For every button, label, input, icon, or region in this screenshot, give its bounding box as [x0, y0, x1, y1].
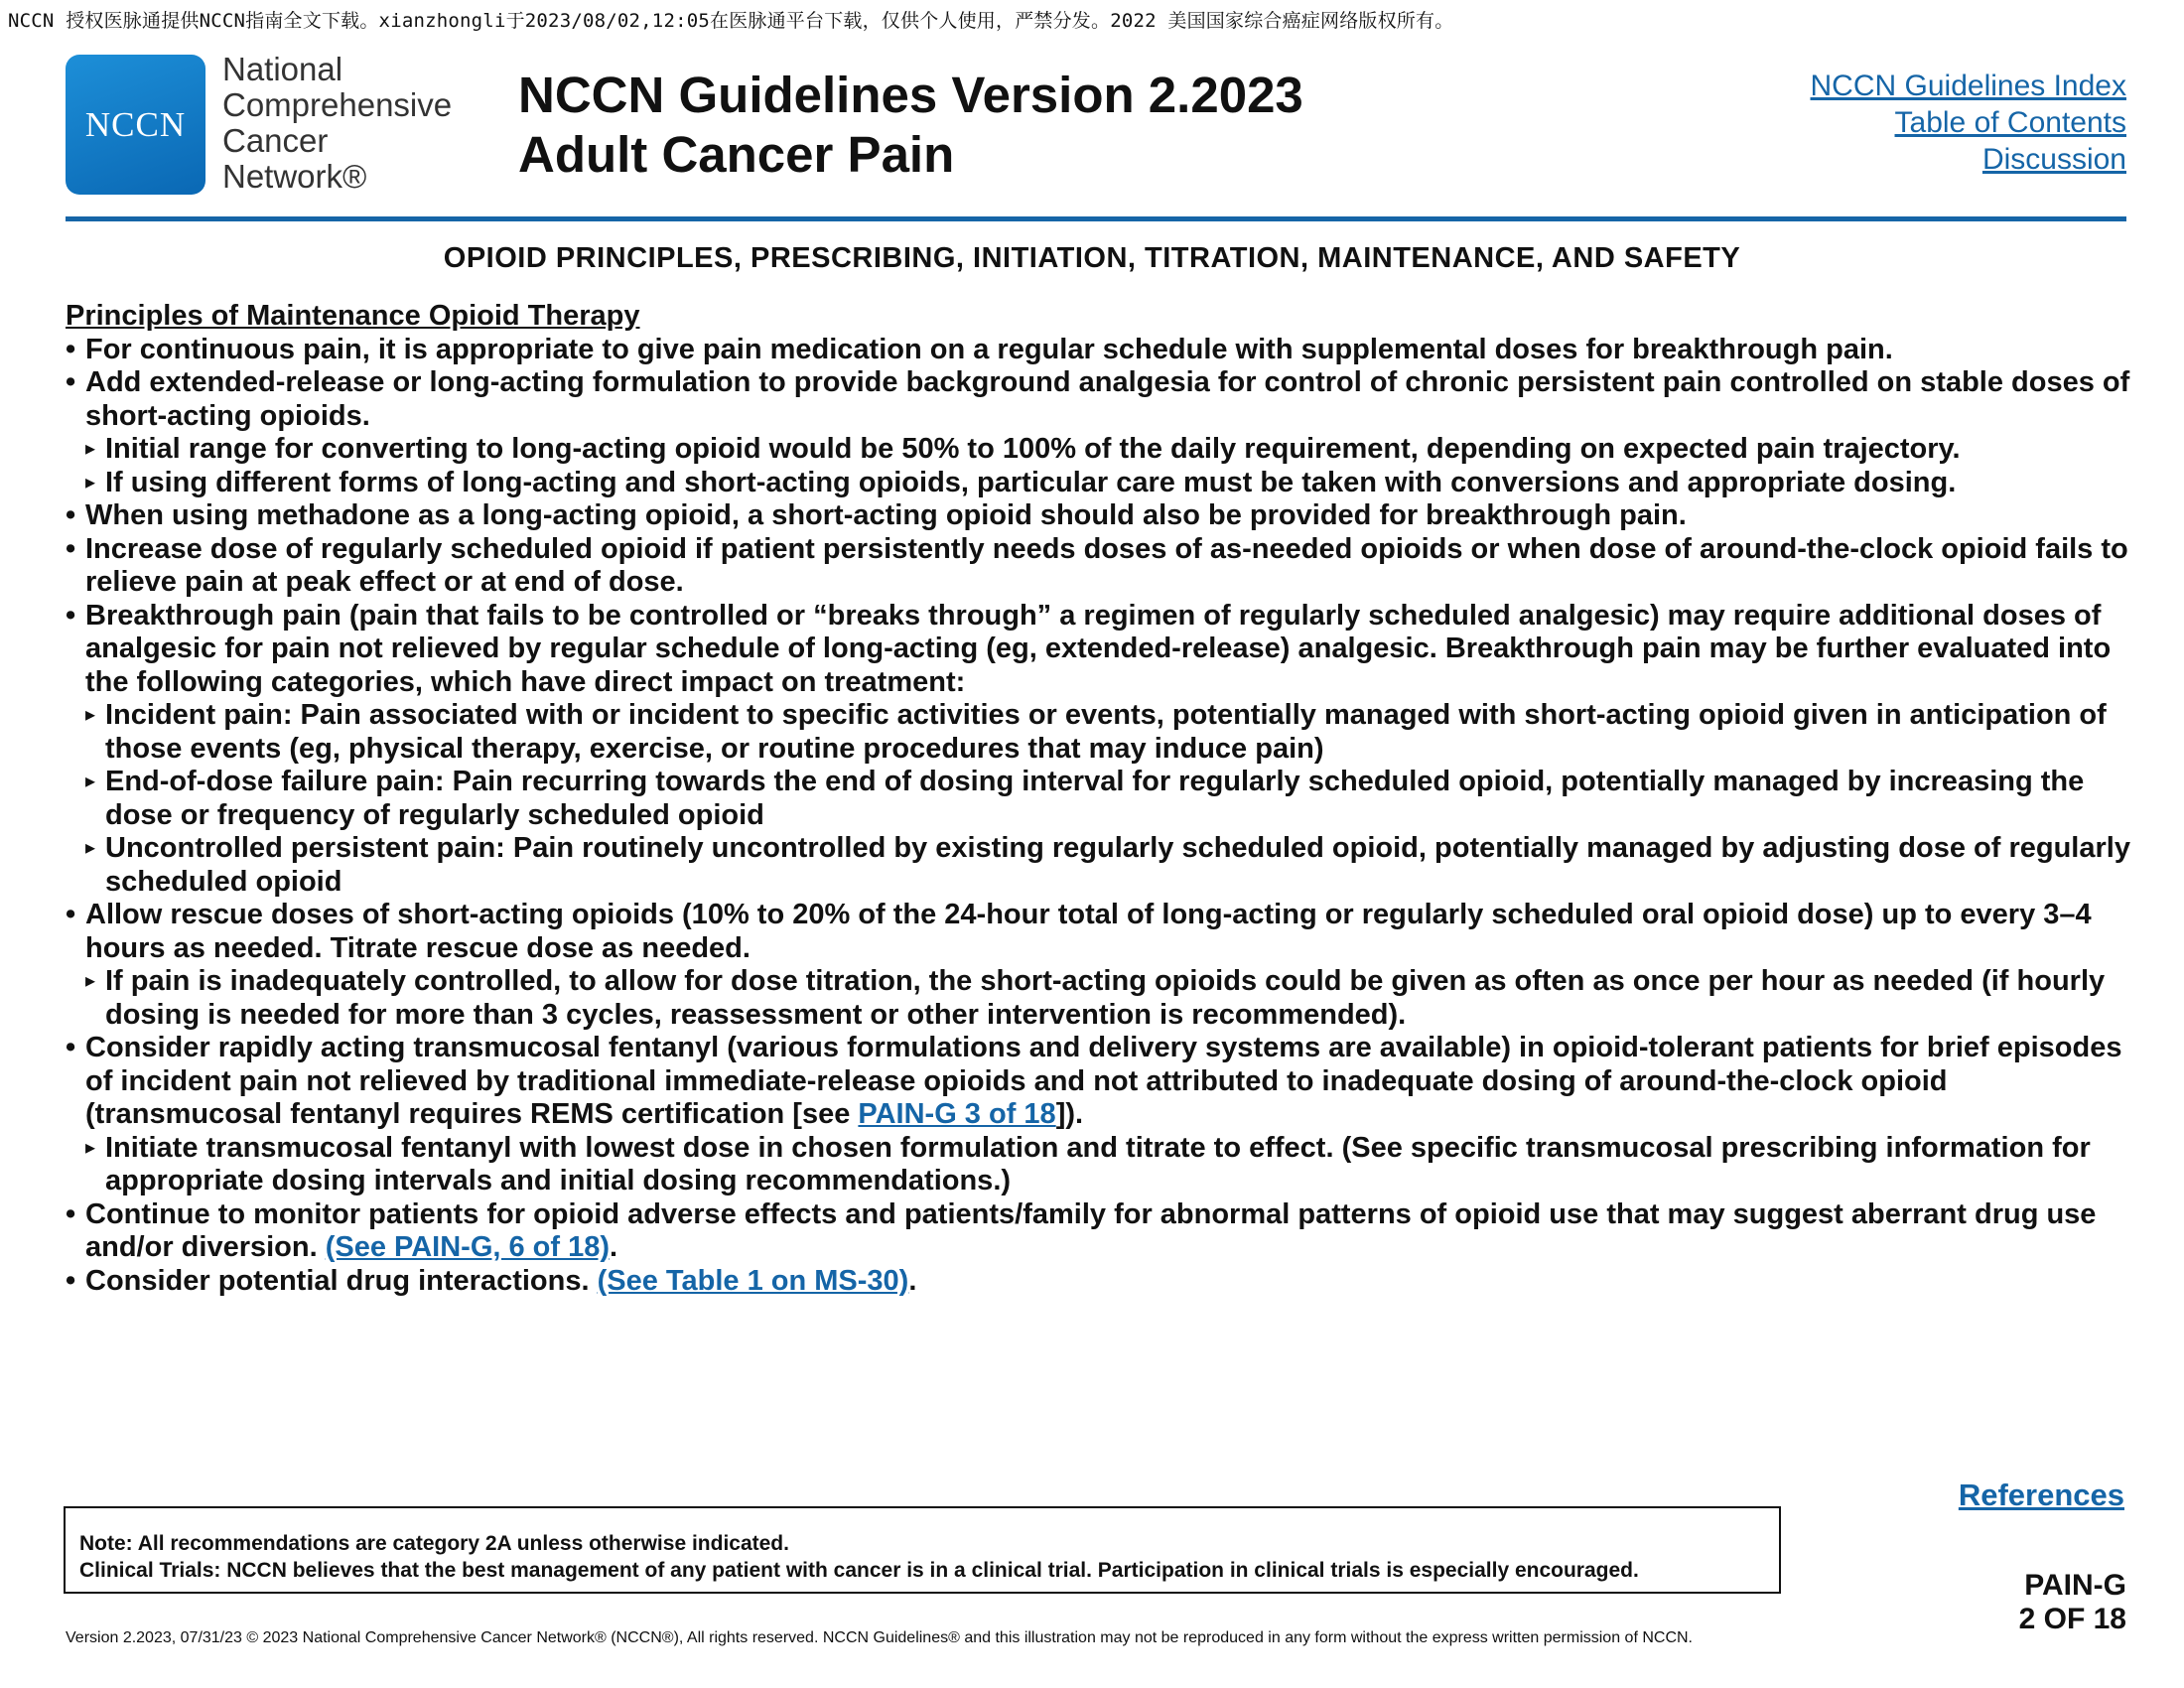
references-link[interactable]: References [1958, 1477, 2124, 1512]
list-item [66, 334, 2140, 367]
discussion-link[interactable]: Discussion [1981, 143, 2126, 176]
page-code: PAIN-G [2024, 1569, 2126, 1602]
item-text: Breakthrough pain (pain that fails to be controlled or “breaks through” a regimen of regularly scheduled analgesic) may require additional doses of analgesic for pain not relieved by regular schedule of long-acting (eg, extended-release) analgesic. Breakthrough pain may be further evaluated into the following categories, which have direct impact on treatment: [85, 599, 2112, 698]
list-item [66, 499, 2140, 533]
triangle-bullet-icon: ▸ [85, 1136, 96, 1159]
list-item [66, 1198, 2140, 1265]
table-1-ms-30-link[interactable]: (See Table 1 on MS-30) [597, 1264, 909, 1297]
list-item [66, 600, 2140, 700]
item-text: Continue to monitor patients for opioid adverse effects and patients/family for abnormal patterns of opioid use that may suggest aberrant drug use and/or diversion. [85, 1197, 2097, 1263]
sub-list-item [66, 832, 2140, 899]
pain-g-3-link[interactable]: PAIN-G 3 of 18 [858, 1098, 1056, 1130]
triangle-bullet-icon: ▸ [85, 771, 96, 792]
clinical-trials-note: Clinical Trials: NCCN believes that the best management of any patient with cancer is in a clinical trial. Participation in clinical trials is especially encouraged. [79, 1559, 1639, 1582]
section-title: OPIOID PRINCIPLES, PRESCRIBING, INITIATION, TITRATION, MAINTENANCE, AND SAFETY [443, 242, 1741, 274]
triangle-bullet-icon: ▸ [85, 704, 96, 726]
bullet-icon: • [66, 1264, 76, 1297]
category-note: Note: All recommendations are category 2A unless otherwise indicated. [79, 1532, 789, 1555]
item-text: Initiate transmucosal fentanyl with lowest dose in chosen formulation and titrate to effect. (See specific transmucosal prescribing information for appropriate dosing intervals and initial dosing recommendations.) [105, 1131, 2091, 1196]
sub-list-item [66, 965, 2140, 1032]
title-version: NCCN Guidelines Version 2.2023 [518, 67, 1303, 123]
item-text: Increase dose of regularly scheduled opioid if patient persistently needs doses of as-needed opioids or when dose of around-the-clock opioid fails to relieve pain at peak effect or at end of dose. [85, 532, 2128, 598]
item-text: Initial range for converting to long-acting opioid would be 50% to 100% of the daily requirement, depending on expected pain trajectory. [105, 433, 1961, 465]
header-divider [66, 216, 2126, 221]
item-text: End-of-dose failure pain: Pain recurring towards the end of dosing interval for regularly scheduled opioid, potentially managed by increasing the dose or frequency of regularly scheduled opioid [105, 766, 2085, 831]
pain-g-6-link[interactable]: (See PAIN-G, 6 of 18) [325, 1231, 611, 1263]
item-text: When using methadone as a long-acting opioid, a short-acting opioid should also be provided for breakthrough pain. [85, 499, 1687, 531]
note-box [64, 1506, 1781, 1594]
page-identifier [2019, 1569, 2126, 1636]
item-text: ]). [1055, 1098, 1084, 1130]
sub-list-item [66, 433, 2140, 467]
item-text: For continuous pain, it is appropriate to give pain medication on a regular schedule with supplemental doses for breakthrough pain. [85, 333, 1893, 365]
item-text: Consider potential drug interactions. [85, 1264, 598, 1297]
org-line: Cancer [222, 122, 329, 159]
bullet-icon: • [66, 333, 76, 365]
table-of-contents-link[interactable]: Table of Contents [1894, 106, 2126, 139]
item-text: Incident pain: Pain associated with or incident to specific activities or events, potentially managed with short-acting opioid given in anticipation of those events (eg, physical therapy, exercise, or routine procedures that may induce pain) [105, 699, 2107, 765]
item-text: . [908, 1264, 917, 1297]
org-line: Network® [222, 158, 367, 195]
item-text: Uncontrolled persistent pain: Pain routinely uncontrolled by existing regularly scheduled opioid, potentially managed by adjusting dose of regularly scheduled opioid [105, 832, 2130, 898]
sub-list-item [66, 467, 2140, 500]
sub-list-item [66, 766, 2140, 832]
nccn-logo [66, 55, 205, 195]
copyright-footer: Version 2.2023, 07/31/23 © 2023 National Comprehensive Cancer Network® (NCCN®), All rights reserved. NCCN Guidelines® and this illustration may not be reproduced in any form without the express written permission of NCCN. [66, 1629, 1693, 1646]
sub-list-item [66, 1132, 2140, 1198]
item-text: Allow rescue doses of short-acting opioids (10% to 20% of the 24-hour total of long-acting or regularly scheduled oral opioid dose) up to every 3–4 hours as needed. Titrate rescue dose as needed. [85, 899, 2092, 964]
triangle-bullet-icon: ▸ [85, 970, 96, 992]
list-item [66, 1032, 2140, 1132]
triangle-bullet-icon: ▸ [85, 438, 96, 460]
bullet-icon: • [66, 599, 76, 632]
bullet-icon: • [66, 899, 76, 930]
content-heading: Principles of Maintenance Opioid Therapy [66, 300, 640, 332]
list-item [66, 1265, 2140, 1299]
guidelines-index-link[interactable]: NCCN Guidelines Index [1810, 70, 2126, 102]
main-content [66, 300, 2140, 1298]
org-line: Comprehensive [222, 86, 453, 123]
org-line: National [222, 51, 343, 87]
download-watermark: NCCN 授权医脉通提供NCCN指南全文下载。xianzhongli于2023/08/02,12:05在医脉通平台下载，仅供个人使用，严禁分发。2022 美国国家综合癌症网络版权所有。 [8, 10, 1454, 32]
list-item [66, 366, 2140, 433]
item-text: If using different forms of long-acting and short-acting opioids, particular care must be taken with conversions and appropriate dosing. [105, 466, 1957, 498]
sub-list-item [66, 699, 2140, 766]
item-text: If pain is inadequately controlled, to allow for dose titration, the short-acting opioids could be given as often as once per hour as needed (if hourly dosing is needed for more than 3 cycles, reassessment or other intervention is recommended). [105, 965, 2106, 1031]
bullet-icon: • [66, 499, 76, 531]
item-text: . [610, 1231, 618, 1263]
logo-text: NCCN [84, 104, 187, 144]
navigation-links [1811, 68, 2126, 178]
page-number: 2 OF 18 [2018, 1603, 2126, 1635]
bullet-icon: • [66, 532, 76, 565]
bullet-icon: • [66, 1197, 76, 1230]
title-topic: Adult Cancer Pain [518, 126, 955, 183]
triangle-bullet-icon: ▸ [85, 471, 96, 493]
bullet-icon: • [66, 1032, 76, 1063]
organization-name [222, 52, 452, 195]
list-item [66, 899, 2140, 965]
item-text: Add extended-release or long-acting formulation to provide background analgesia for control of chronic persistent pain controlled on stable doses of short-acting opioids. [85, 366, 2130, 432]
list-item [66, 533, 2140, 600]
bullet-icon: • [66, 366, 76, 398]
document-title [518, 66, 1303, 185]
triangle-bullet-icon: ▸ [85, 837, 96, 859]
item-text: Consider rapidly acting transmucosal fentanyl (various formulations and delivery systems are available) in opioid-tolerant patients for brief episodes of incident pain not relieved by traditional immediate-release opioids and not attributed to inadequate dosing of around-the-clock opioid (transmucosal fentanyl requires REMS certification [see [85, 1032, 2122, 1130]
